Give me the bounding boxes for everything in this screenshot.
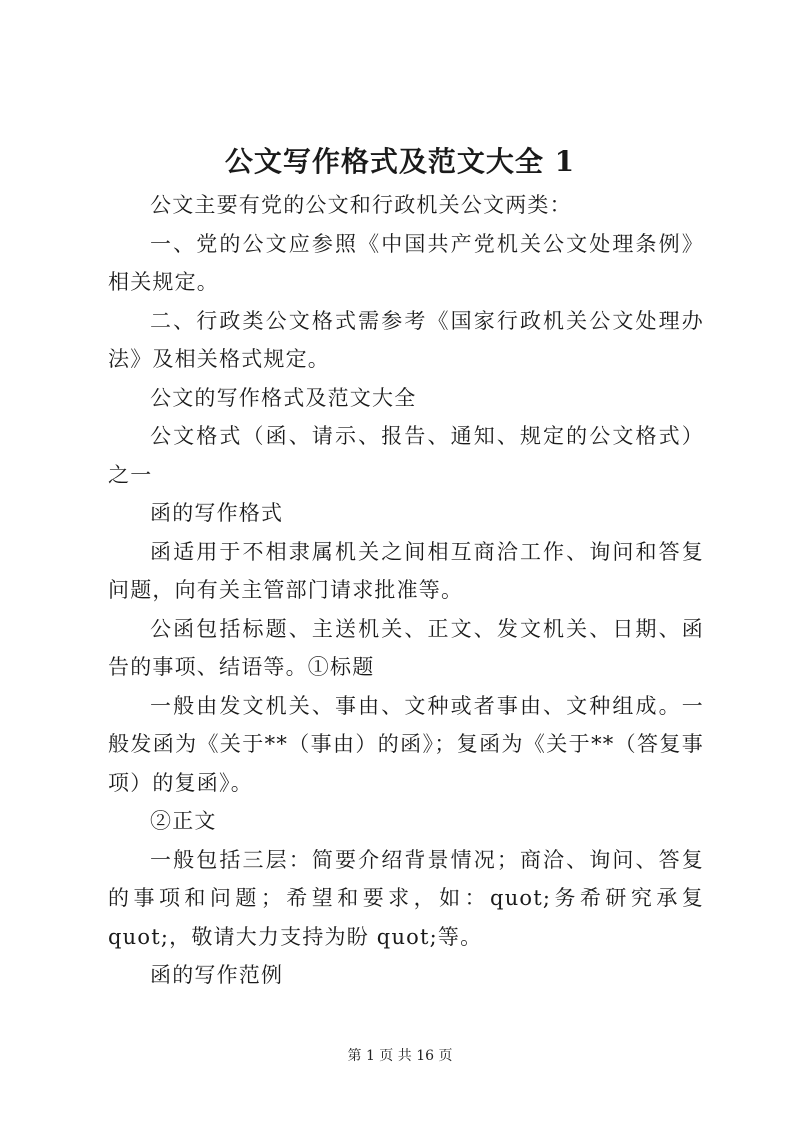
page-footer: 第 1 页 共 16 页: [347, 1048, 453, 1064]
paragraph: 公函包括标题、主送机关、正文、发文机关、日期、函告的事项、结语等。①标题: [108, 616, 704, 679]
paragraph: 二、行政类公文格式需参考《国家行政机关公文处理办法》及相关格式规定。: [108, 308, 704, 371]
paragraph: 函的写作格式: [150, 501, 284, 525]
paragraph: 函适用于不相隶属机关之间相互商洽工作、询问和答复问题，向有关主管部门请求批准等。: [108, 539, 704, 602]
paragraph: 公文主要有党的公文和行政机关公文两类：: [150, 193, 572, 217]
paragraph: ②正文: [150, 809, 217, 833]
paragraph: 一般包括三层：简要介绍背景情况；商洽、询问、答复的事项和问题；希望和要求，如：quot;务希研究承复 quot;，敬请大力支持为盼 quot;等。: [108, 847, 704, 949]
paragraph: 公文的写作格式及范文大全: [150, 385, 417, 410]
document-title: 公文写作格式及范文大全 1: [224, 145, 576, 178]
paragraph: 一、党的公文应参照《中国共产党机关公文处理条例》相关规定。: [108, 231, 704, 294]
paragraph: 函的写作范例: [150, 963, 284, 987]
paragraph: 一般由发文机关、事由、文种或者事由、文种组成。一般发函为《关于**（事由）的函》；复函为《关于**（答复事项）的复函》。: [108, 693, 704, 795]
paragraph: 公文格式（函、请示、报告、通知、规定的公文格式）之一: [108, 424, 704, 487]
document-body: [108, 186, 704, 995]
